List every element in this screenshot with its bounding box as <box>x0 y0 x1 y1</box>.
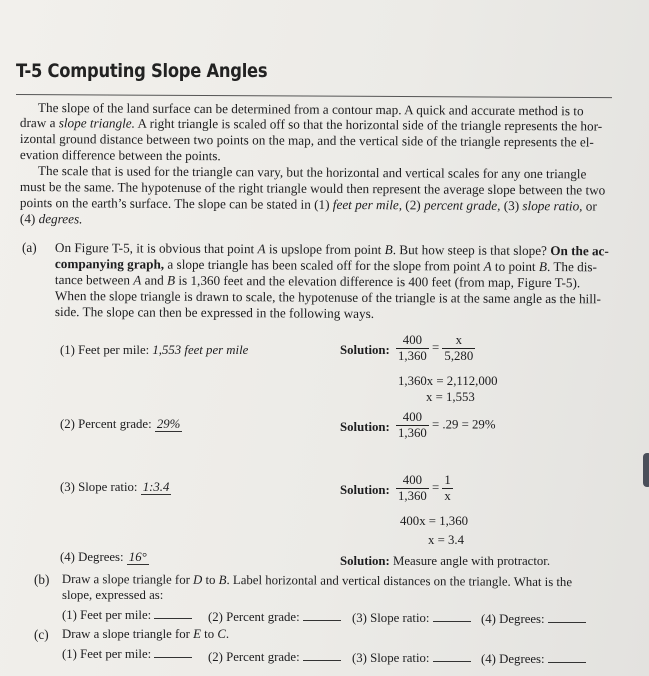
solution-3-step3: x = 3.4 <box>428 533 465 547</box>
item-degrees: (4) Degrees: 16° <box>60 550 147 564</box>
solution-3-equation: $\frac{400}{1,360}$ = $\frac{1}{x}$ <box>398 473 451 503</box>
part-a-label: (a) <box>22 240 37 255</box>
part-c-blank-4[interactable]: (4) Degrees: <box>481 652 586 667</box>
intro-p2-line1: The scale that is used for the triangle can vary, but the horizontal and vertical scales for any one triangle <box>37 163 587 182</box>
intro-p1-line3: izontal ground distance between two points on the map, and the vertical side of the triangle represents the el- <box>19 131 594 150</box>
solution-1-step3: x = 1,553 <box>426 390 475 404</box>
part-a-line1: On Figure T-5, it is obvious that point A is upslope from point B. But how steep is that slope? On the ac- <box>54 240 609 259</box>
part-b-blank-1[interactable]: (1) Feet per mile: <box>62 608 192 623</box>
intro-p2-line4: (4) degrees. <box>19 211 83 227</box>
part-c-blank-1[interactable]: (1) Feet per mile: <box>62 647 192 662</box>
part-a-line5: side. The slope can then be expressed in the following ways. <box>54 304 375 321</box>
section-title: T-5 Computing Slope Angles <box>16 60 268 82</box>
intro-p1-line2: draw a slope triangle. A right triangle is scaled off so that the horizontal side of the triangle represents the hor- <box>19 115 603 134</box>
binder-tab <box>643 453 649 487</box>
solution-1-step2: 1,360x = 2,112,000 <box>398 374 498 388</box>
solution-2: Solution: <box>340 420 390 434</box>
part-a-line3: tance between A and B is 1,360 feet and the elevation difference is 400 feet (from map, Figure T-5). <box>54 272 581 291</box>
solution-2-equation: $\frac{400}{1,360}$ = .29 = 29% <box>398 410 496 440</box>
part-b-blank-3[interactable]: (3) Slope ratio: <box>352 611 471 626</box>
solution-3: Solution: <box>340 483 390 497</box>
part-b-blank-2[interactable]: (2) Percent grade: <box>208 610 341 625</box>
title-rule <box>16 94 612 98</box>
item-feet-per-mile: (1) Feet per mile: 1,553 feet per mile <box>60 343 249 357</box>
part-c-blank-3[interactable]: (3) Slope ratio: <box>352 651 471 666</box>
intro-p2-line3: points on the earth’s surface. The slope can be stated in (1) feet per mile, (2) percent grade, (3) slope ratio, or <box>19 195 597 214</box>
part-b-label: (b) <box>34 572 50 587</box>
solution-3-step2: 400x = 1,360 <box>400 514 469 528</box>
intro-p1-line1: The slope of the land surface can be determined from a contour map. A quick and accurate method is to <box>37 100 584 119</box>
part-c-label: (c) <box>34 627 49 642</box>
part-a-line2: companying graph, a slope triangle has been scaled off for the slope from point A to point B. The dis- <box>54 256 597 275</box>
solution-1-equation: $\frac{400}{1,360}$ = $\frac{x}{5,280}$ <box>398 333 474 363</box>
intro-p1-line4: evation difference between the points. <box>19 147 221 164</box>
item-percent-grade: (2) Percent grade: 29% <box>60 417 181 431</box>
solution-1: Solution: <box>340 343 390 357</box>
part-c-line1: Draw a slope triangle for E to C. <box>62 627 230 641</box>
part-a-line4: When the slope triangle is drawn to scale, the hypotenuse of the triangle is at the same angle as the hill- <box>54 288 602 307</box>
part-c-blank-2[interactable]: (2) Percent grade: <box>208 650 341 665</box>
intro-p2-line2: must be the same. The hypotenuse of the right triangle would then represent the average slope between the two <box>19 179 606 198</box>
solution-4: Solution: Measure angle with protractor. <box>340 554 551 568</box>
item-slope-ratio: (3) Slope ratio: 1:3.4 <box>60 480 170 494</box>
part-b-line1: Draw a slope triangle for D to B. Label horizontal and vertical distances on the triangle. What is the <box>61 572 573 590</box>
part-b-blank-4[interactable]: (4) Degrees: <box>481 612 586 627</box>
part-b-line2: slope, expressed as: <box>62 588 164 602</box>
